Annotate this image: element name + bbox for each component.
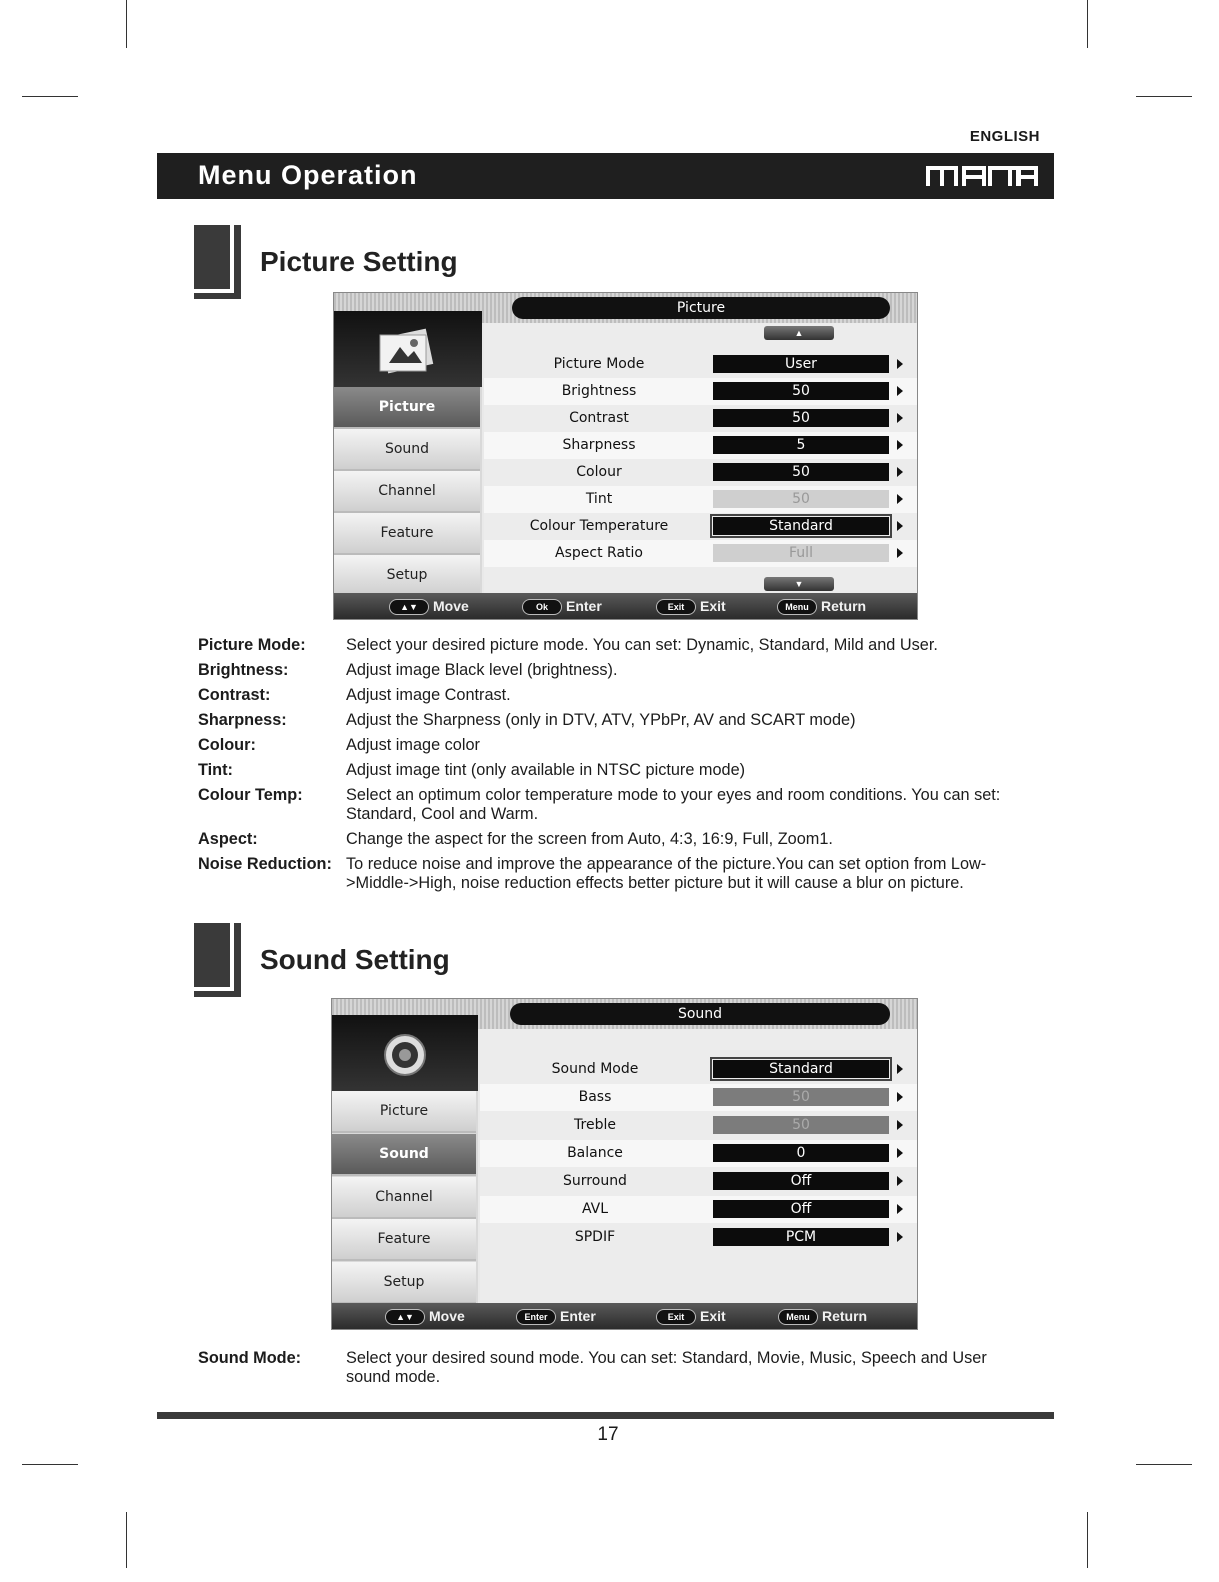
chevron-right-icon[interactable] (897, 467, 903, 477)
osd-row-brightness[interactable]: Brightness 50 (484, 378, 917, 405)
language-label: ENGLISH (969, 128, 1040, 145)
osd-row-balance[interactable]: Balance 0 (480, 1140, 917, 1167)
osd-nav-channel[interactable]: Channel (332, 1177, 476, 1219)
section-marker (194, 225, 242, 299)
osd-footer (332, 1303, 917, 1329)
osd-nav-sound[interactable]: Sound (334, 429, 480, 471)
osd-title: Sound (510, 1003, 890, 1025)
footer-return: Menu Return (778, 1307, 867, 1325)
chevron-right-icon[interactable] (897, 386, 903, 396)
crop-mark (1087, 1512, 1088, 1568)
footer-move: ▲▼ Move (389, 597, 469, 615)
osd-row-bass[interactable]: Bass 50 (480, 1084, 917, 1111)
footer-enter: Enter Enter (516, 1307, 596, 1325)
crop-mark (126, 0, 127, 48)
footer-rule (157, 1412, 1054, 1419)
osd-title: Picture (512, 297, 890, 319)
chevron-right-icon[interactable] (897, 1148, 903, 1158)
chevron-right-icon[interactable] (897, 1232, 903, 1242)
brand-logo (926, 164, 1038, 191)
page-number: 17 (597, 1424, 619, 1445)
osd-row-sharpness[interactable]: Sharpness 5 (484, 432, 917, 459)
chevron-right-icon[interactable] (897, 1092, 903, 1102)
sound-section-title: Sound Setting (260, 944, 450, 975)
osd-nav-picture[interactable]: Picture (332, 1091, 476, 1133)
osd-nav-picture[interactable]: Picture (334, 387, 480, 429)
osd-content (484, 323, 917, 593)
scroll-down-icon[interactable]: ▼ (764, 577, 834, 591)
chevron-right-icon[interactable] (897, 494, 903, 504)
sound-osd-screenshot (331, 998, 918, 1330)
crop-mark (22, 96, 78, 97)
crop-mark (126, 1512, 127, 1568)
chevron-right-icon[interactable] (897, 548, 903, 558)
osd-row-spdif[interactable]: SPDIF PCM (480, 1224, 917, 1251)
osd-row-colour[interactable]: Colour 50 (484, 459, 917, 486)
chevron-right-icon[interactable] (897, 359, 903, 369)
footer-exit: Exit Exit (656, 597, 726, 615)
osd-row-surround[interactable]: Surround Off (480, 1168, 917, 1195)
chevron-right-icon[interactable] (897, 1064, 903, 1074)
footer-return: Menu Return (777, 597, 866, 615)
osd-row-treble[interactable]: Treble 50 (480, 1112, 917, 1139)
picture-descriptions: Picture Mode: Select your desired picture mode. You can set: Dynamic, Standard, Mild and User. Brightness: Adjust image Black level (brightness). Contrast: Adjust image Contrast. Sharpness: Adjust the Sharpness (only in DTV, ATV, YPbPr, AV and SCART mode) Colour: Adjust image color Tint: Adjust image tint (only available in NTSC picture mode) Colour Temp: Select an optimum color temperature mode to your eyes and room conditions. You can set: Standard, Cool and Warm. Aspect: Change the aspect for the screen from Auto, 4:3, 16:9, Full, Zoom1. Noise Reduction: To reduce noise and improve the appearance of the picture.You can set option from Low->Middle->High, noise reduction effects better picture but it will cause a blur on picture. (198, 636, 1001, 892)
crop-mark (22, 1464, 78, 1465)
sound-descriptions: Sound Mode: Select your desired sound mode. You can set: Standard, Movie, Music, Speech and User sound mode. (198, 1349, 987, 1386)
chevron-right-icon[interactable] (897, 1176, 903, 1186)
picture-section-title: Picture Setting (260, 246, 458, 277)
osd-row-sound-mode[interactable]: Sound Mode Standard (480, 1056, 917, 1083)
osd-row-colour-temperature[interactable]: Colour Temperature Standard (484, 513, 917, 540)
osd-nav (332, 1015, 478, 1303)
footer-enter: Ok Enter (522, 597, 602, 615)
osd-content (480, 1029, 917, 1303)
osd-nav-setup[interactable]: Setup (334, 555, 480, 597)
osd-row-tint[interactable]: Tint 50 (484, 486, 917, 513)
footer-exit: Exit Exit (656, 1307, 726, 1325)
osd-nav-setup[interactable]: Setup (332, 1262, 476, 1304)
crop-mark (1136, 1464, 1192, 1465)
osd-row-aspect-ratio[interactable]: Aspect Ratio Full (484, 540, 917, 567)
osd-row-picture-mode[interactable]: Picture Mode User (484, 351, 917, 378)
osd-footer (334, 593, 917, 619)
chevron-right-icon[interactable] (897, 1120, 903, 1130)
speaker-icon (332, 1015, 478, 1091)
osd-nav-feature[interactable]: Feature (334, 513, 480, 555)
footer-move: ▲▼ Move (385, 1307, 465, 1325)
picture-osd-screenshot (333, 292, 918, 620)
osd-row-avl[interactable]: AVL Off (480, 1196, 917, 1223)
osd-nav-sound[interactable]: Sound (332, 1134, 476, 1176)
crop-mark (1136, 96, 1192, 97)
chevron-right-icon[interactable] (897, 521, 903, 531)
page-title: Menu Operation (198, 160, 418, 190)
osd-nav-feature[interactable]: Feature (332, 1219, 476, 1261)
section-marker (194, 923, 242, 997)
header-bar (157, 153, 1054, 199)
scroll-up-icon[interactable]: ▲ (764, 326, 834, 340)
osd-row-contrast[interactable]: Contrast 50 (484, 405, 917, 432)
osd-nav (334, 311, 482, 593)
crop-mark (1087, 0, 1088, 48)
chevron-right-icon[interactable] (897, 440, 903, 450)
chevron-right-icon[interactable] (897, 413, 903, 423)
picture-icon (334, 311, 482, 387)
osd-nav-channel[interactable]: Channel (334, 471, 480, 513)
chevron-right-icon[interactable] (897, 1204, 903, 1214)
